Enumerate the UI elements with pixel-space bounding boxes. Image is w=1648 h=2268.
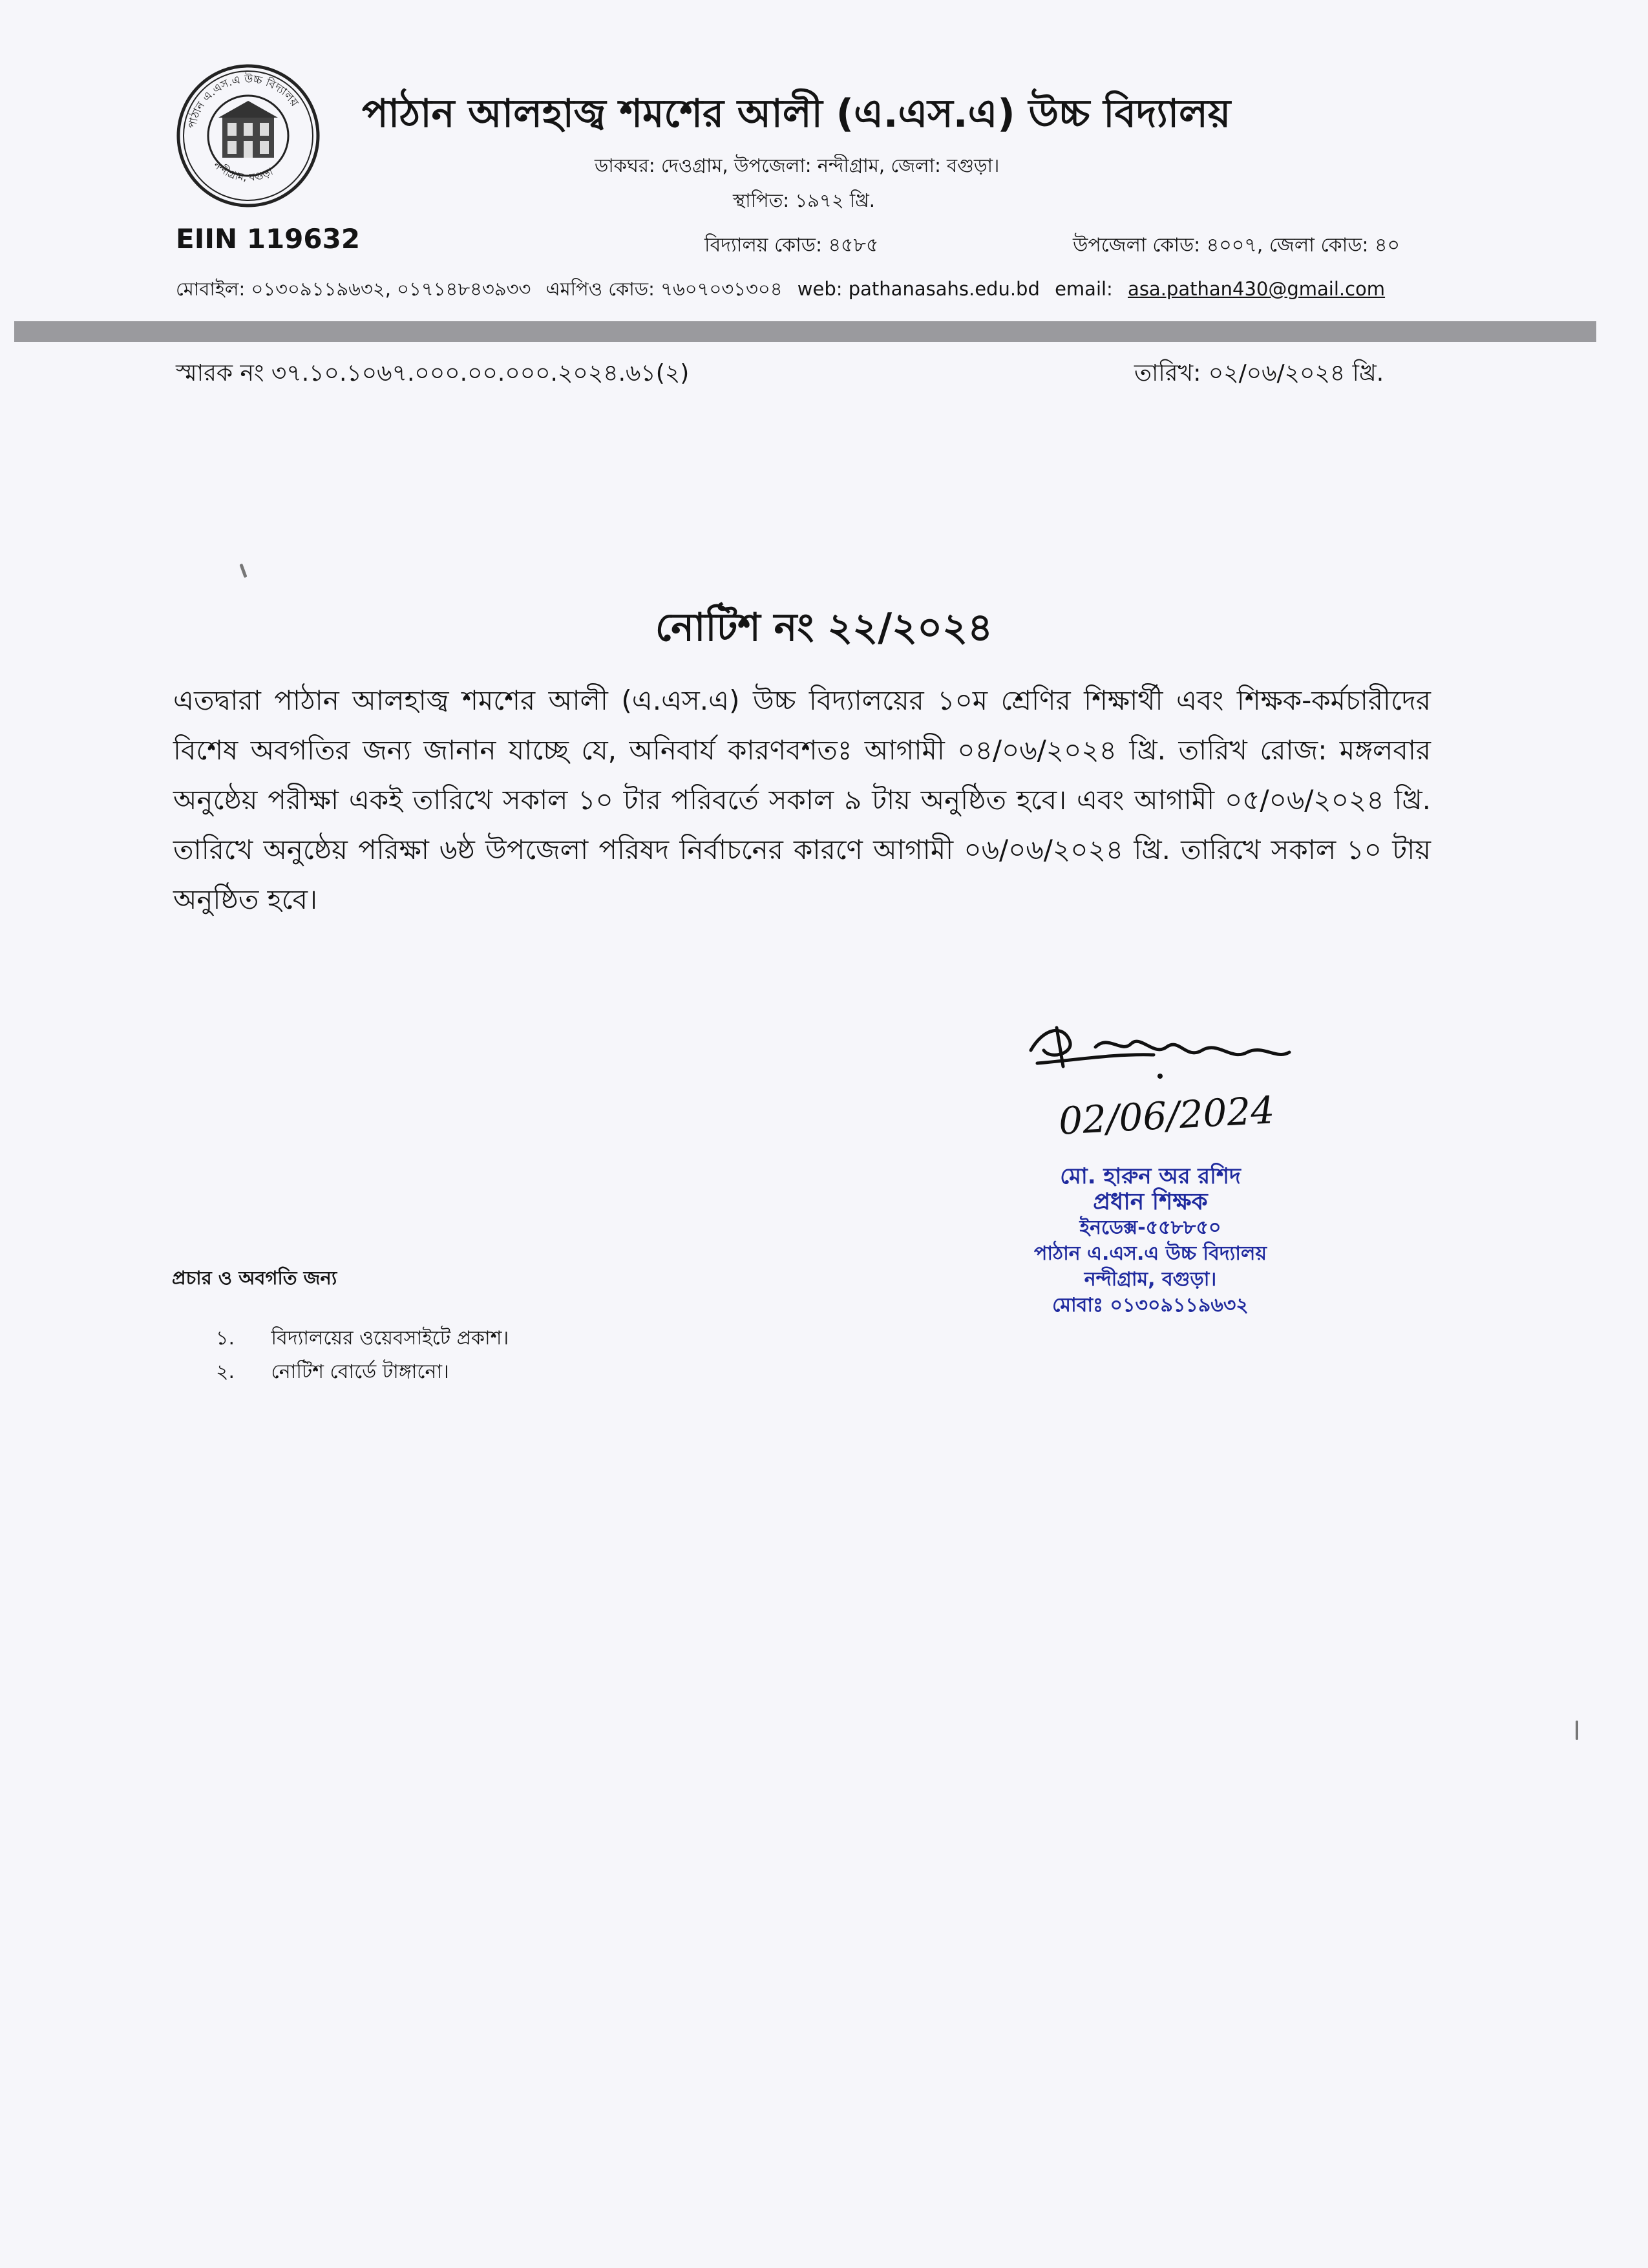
list-item [216, 1355, 509, 1389]
stamp-school: পাঠান এ.এস.এ উচ্চ বিদ্যালয় [1033, 1242, 1267, 1265]
header-divider-bar [14, 321, 1596, 342]
svg-text:পাঠান এ.এস.এ উচ্চ বিদ্যালয়: পাঠান এ.এস.এ উচ্চ বিদ্যালয় [185, 72, 301, 130]
mpo-code: এমপিও কোড: ৭৬০৭০৩১৩০৪ [545, 278, 783, 300]
mobile-numbers: মোবাইল: ০১৩০৯১১৯৬৩২, ০১৭১৪৮৪৩৯৩৩ [176, 278, 531, 300]
school-seal-logo [176, 63, 321, 208]
eiin-number: EIIN 119632 [176, 223, 361, 255]
stamp-mobile: মোবাঃ ০১৩০৯১১৯৬৩২ [1052, 1294, 1249, 1317]
stamp-name: মো. হারুন অর রশিদ [1060, 1163, 1241, 1189]
stamp-title: প্রধান শিক্ষক [1093, 1189, 1208, 1215]
email-label: email: [1055, 278, 1113, 300]
contact-line [176, 275, 1385, 306]
handwritten-signature [1024, 1015, 1302, 1092]
distribution-heading: প্রচার ও অবগতি জন্য [172, 1267, 337, 1289]
notice-body: এতদ্বারা পাঠান আলহাজ্ব শমশের আলী (এ.এস.এ) উচ্চ বিদ্যালয়ের ১০ম শ্রেণির শিক্ষার্থী এবং শিক্ষক-কর্মচারীদের বিশেষ অবগতির জন্য জানান যাচ্ছে যে, অনিবার্য কারণবশতঃ আগামী ০৪/০৬/২০২৪ খ্রি. তারিখ রোজ: মঙ্গলবার অনুষ্ঠেয় পরীক্ষা একই তারিখে সকাল ১০ টার পরিবর্তে সকাল ৯ টায় অনুষ্ঠিত হবে। এবং আগামী ০৫/০৬/২০২৪ খ্রি. তারিখে অনুষ্ঠেয় পরিক্ষা ৬ষ্ঠ উপজেলা পরিষদ নির্বাচনের কারণে আগামী ০৬/০৬/২০২৪ খ্রি. তারিখে সকাল ১০ টায় অনুষ্ঠিত হবে। [173, 684, 1431, 915]
scan-speck [1576, 1721, 1578, 1740]
headmaster-stamp [969, 1163, 1331, 1319]
notice-title: নোটিশ নং ২২/২০২৪ [655, 605, 993, 650]
stamp-index: ইনডেক্স-৫৫৮৮৫০ [1079, 1216, 1221, 1239]
scan-speck [239, 564, 247, 578]
list-item [216, 1322, 509, 1355]
school-name: পাঠান আলহাজ্ব শমশের আলী (এ.এস.এ) উচ্চ বিদ্যালয় [362, 91, 1231, 136]
website: web: pathanasahs.edu.bd [797, 278, 1040, 300]
established-year: স্থাপিত: ১৯৭২ খ্রি. [733, 189, 875, 211]
svg-text:নন্দীগ্রাম, বগুড়া: নন্দীগ্রাম, বগুড়া [211, 158, 275, 184]
email-link[interactable]: asa.pathan430@gmail.com [1128, 278, 1386, 300]
school-code: বিদ্যালয় কোড: ৪৫৮৫ [704, 234, 879, 257]
distribution-list [216, 1322, 509, 1389]
signature-handwritten-date: 02/06/2024 [1057, 1088, 1276, 1143]
stamp-location: নন্দীগ্রাম, বগুড়া। [1084, 1268, 1217, 1291]
school-address: ডাকঘর: দেওগ্রাম, উপজেলা: নন্দীগ্রাম, জেলা: বগুড়া। [595, 154, 1000, 176]
list-item-text: বিদ্যালয়ের ওয়েবসাইটে প্রকাশ। [271, 1327, 509, 1350]
list-item-number: ১. [216, 1327, 235, 1350]
memo-reference: স্মারক নং ৩৭.১০.১০৬৭.০০০.০০.০০০.২০২৪.৬১(২) [176, 360, 690, 387]
upazila-district-code: উপজেলা কোড: ৪০০৭, জেলা কোড: ৪০ [1073, 234, 1400, 257]
list-item-number: ২. [216, 1361, 235, 1383]
list-item-text: নোটিশ বোর্ডে টাঙ্গানো। [271, 1361, 449, 1383]
memo-date: তারিখ: ০২/০৬/২০২৪ খ্রি. [1134, 360, 1384, 387]
